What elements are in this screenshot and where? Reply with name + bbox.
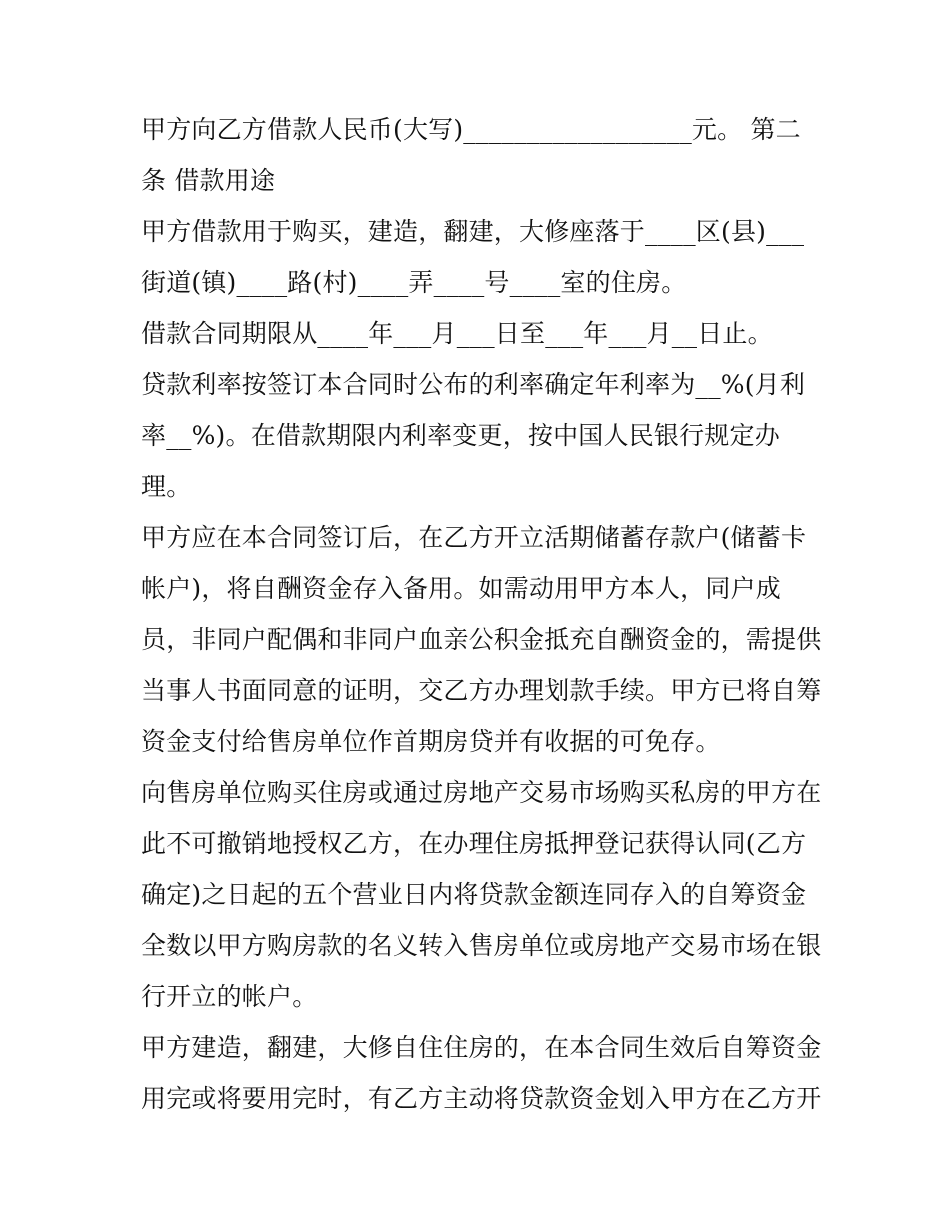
- text-line: 理。: [141, 472, 192, 501]
- text-line: 甲方建造，翻建，大修自住住房的，在本合同生效后自筹资金: [141, 1033, 822, 1062]
- text-line: 用完或将要用完时，有乙方主动将贷款资金划入甲方在乙方开: [141, 1084, 822, 1113]
- text-line: 贷款利率按签订本合同时公布的利率确定年利率为__%(月利: [141, 370, 806, 399]
- text-line: 当事人书面同意的证明，交乙方办理划款手续。甲方已将自筹: [141, 676, 822, 705]
- text-line: 向售房单位购买住房或通过房地产交易市场购买私房的甲方在: [141, 778, 822, 807]
- text-line: 资金支付给售房单位作首期房贷并有收据的可免存。: [141, 727, 721, 756]
- text-line: 率__%)。在借款期限内利率变更，按中国人民银行规定办: [141, 421, 780, 450]
- text-line: 街道(镇)____路(村)____弄____号____室的住房。: [141, 268, 687, 297]
- text-line: 行开立的帐户。: [141, 982, 318, 1011]
- text-line: 甲方应在本合同签订后，在乙方开立活期储蓄存款户(储蓄卡: [141, 523, 807, 552]
- text-line: 条 借款用途: [141, 166, 276, 195]
- text-line: 甲方向乙方借款人民币(大写)__________________元。 第二: [141, 115, 801, 144]
- text-line: 此不可撤销地授权乙方，在办理住房抵押登记获得认同(乙方: [141, 829, 807, 858]
- text-line: 确定)之日起的五个营业日内将贷款金额连同存入的自筹资金: [141, 880, 807, 909]
- text-line: 甲方借款用于购买，建造，翻建，大修座落于____区(县)___: [141, 217, 805, 246]
- text-line: 帐户)，将自酬资金存入备用。如需动用甲方本人，同户成: [141, 574, 781, 603]
- text-line: 借款合同期限从____年___月___日至___年___月__日止。: [141, 319, 773, 348]
- text-line: 全数以甲方购房款的名义转入售房单位或房地产交易市场在银: [141, 931, 822, 960]
- text-line: 员，非同户配偶和非同户血亲公积金抵充自酬资金的，需提供: [141, 625, 822, 654]
